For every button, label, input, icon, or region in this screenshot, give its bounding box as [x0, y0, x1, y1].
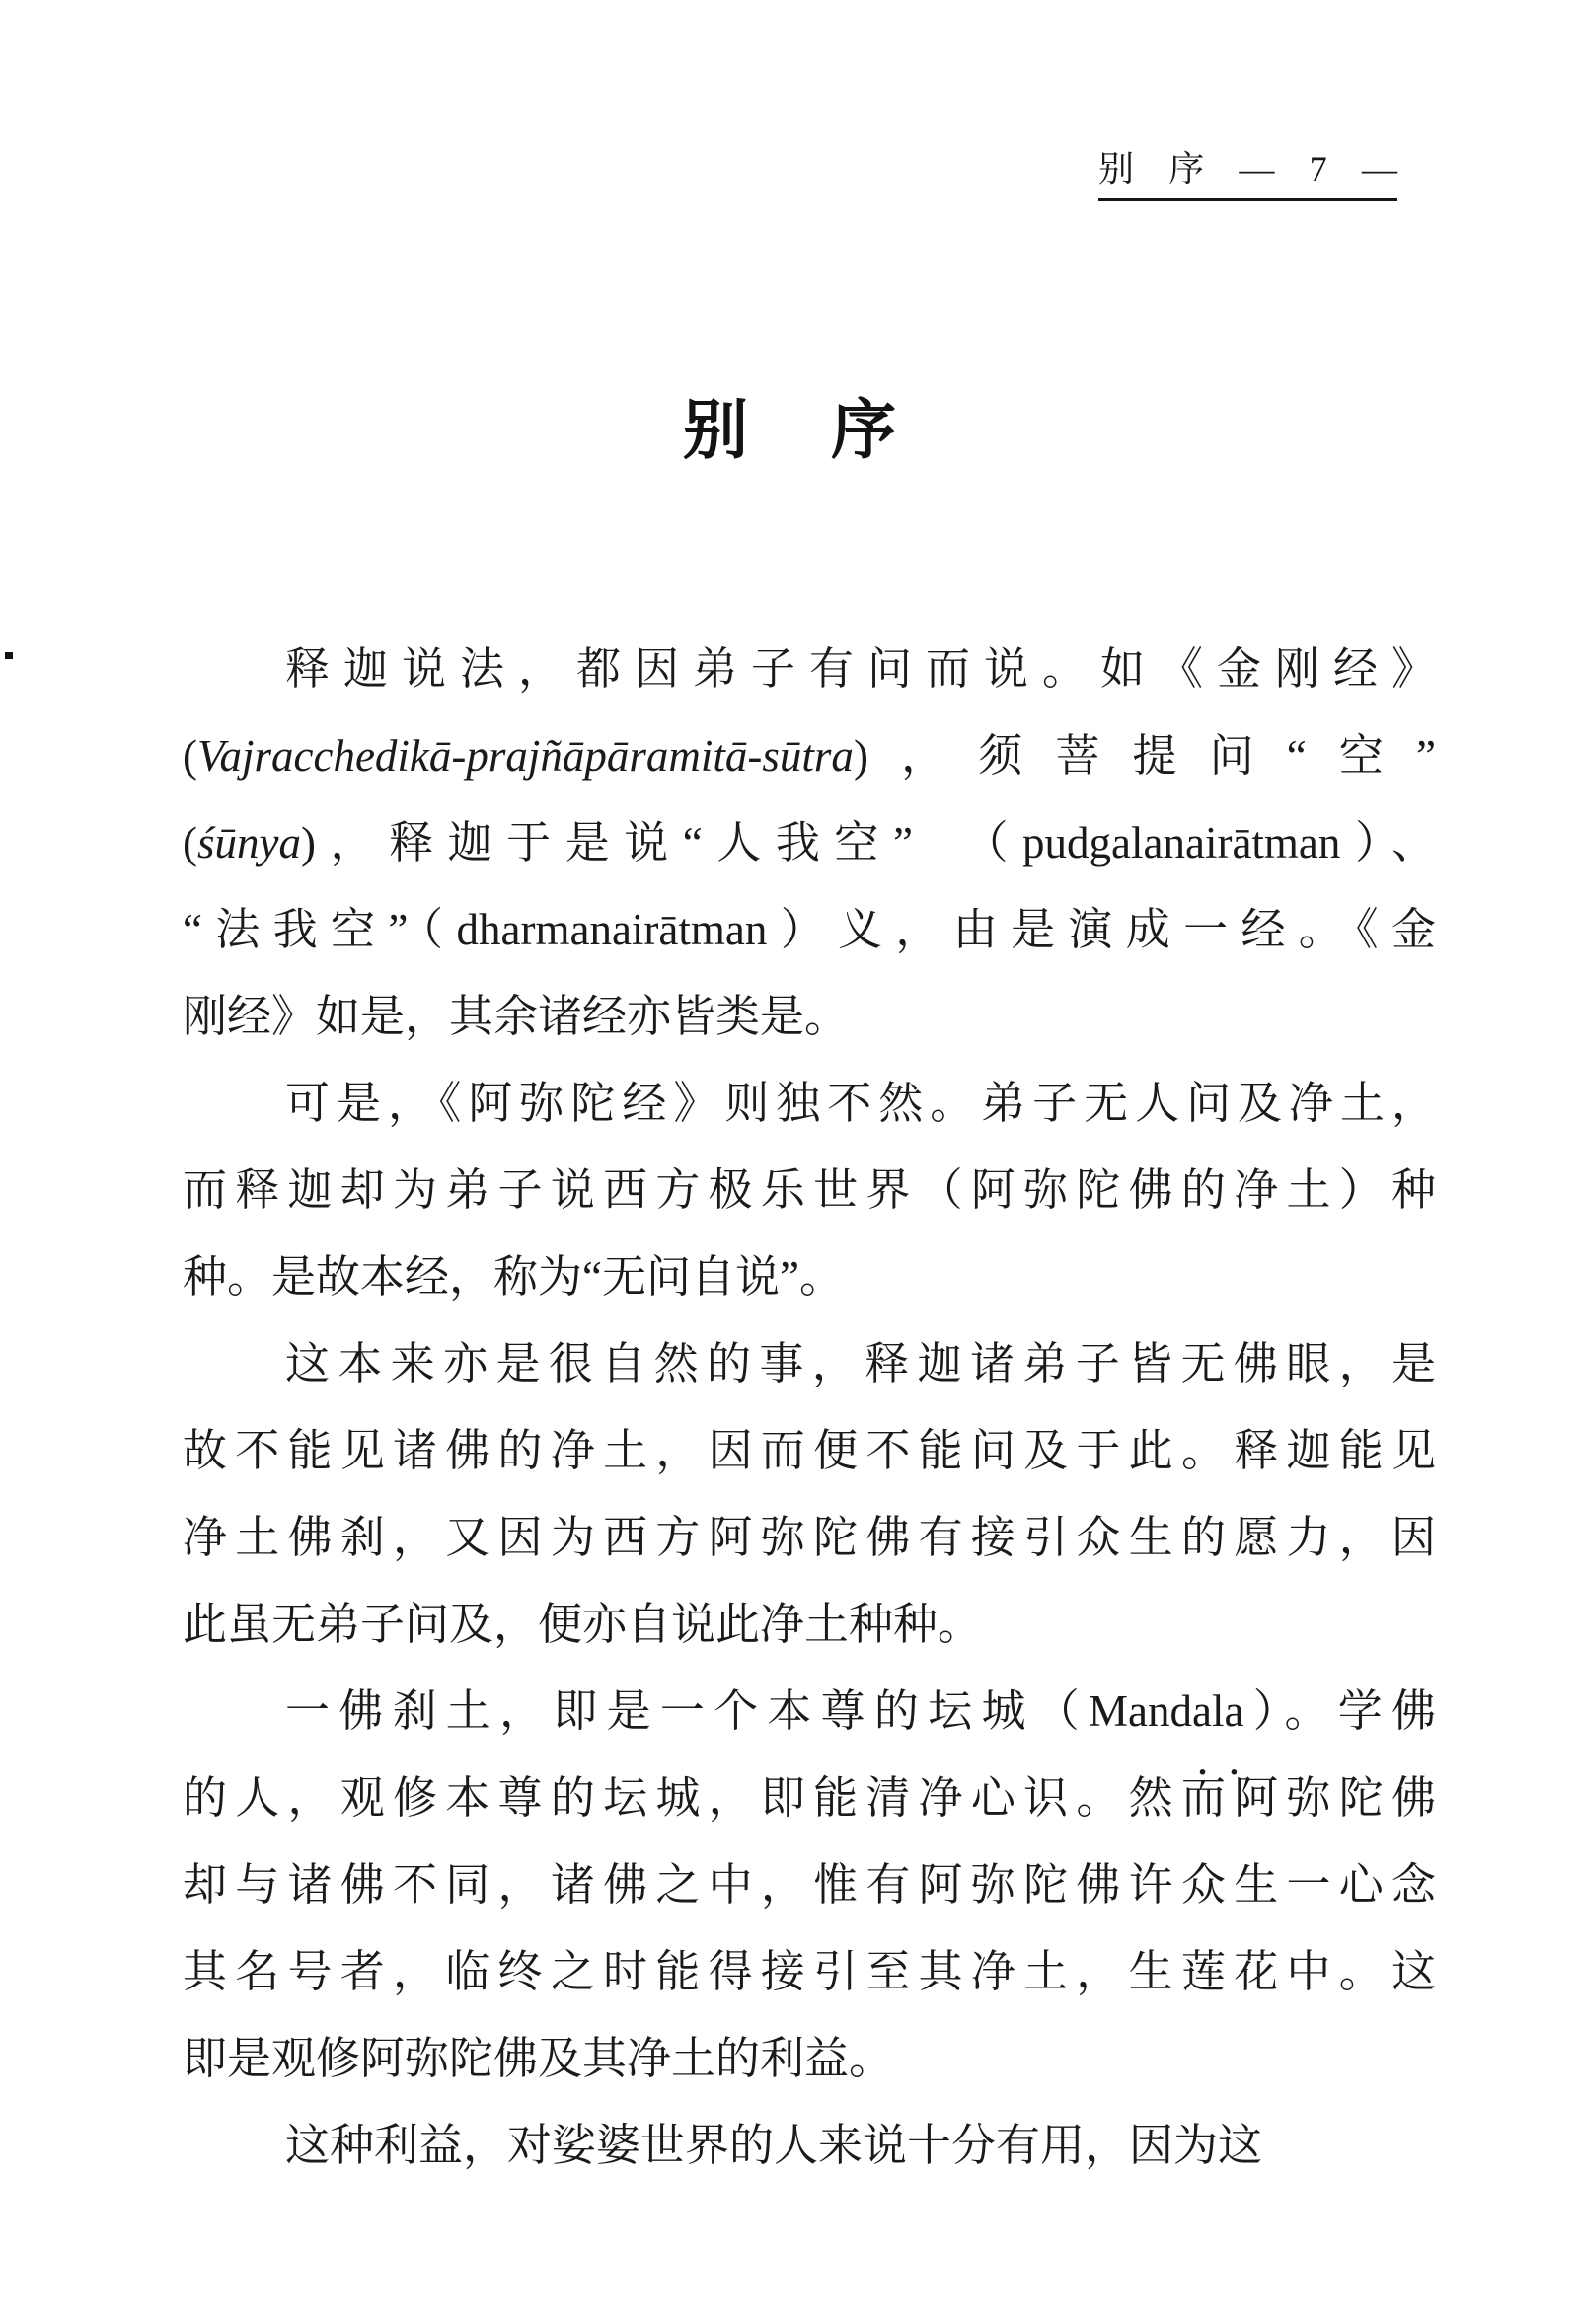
text-segment: 其名号者，临终之时能得接引至其净土，生莲花中。这	[183, 1947, 1436, 1996]
text-segment: 释迦说法，都因弟子有问而说。如《金刚经》	[285, 644, 1436, 694]
sanskrit-term: Vajracchedikā-prajñāpāramitā-sūtra	[197, 731, 854, 781]
text-line	[183, 973, 1436, 1060]
text-segment: “法我空”（dharmanairātman）义，由是演成一经。《金	[183, 905, 1436, 954]
emphasized-text: nd · ·	[1148, 1687, 1192, 1736]
text-segment: 可是，《阿弥陀经》则独不然。弟子无人问及净土，	[285, 1079, 1436, 1128]
header-title-char-2: 序	[1168, 149, 1205, 188]
text-segment: 一佛刹土，即是一个本尊的坛城（Ma	[285, 1687, 1148, 1736]
text-line	[183, 712, 1436, 799]
text-line	[183, 1320, 1436, 1407]
header-title-char-1: 别	[1098, 149, 1135, 188]
text-line	[183, 626, 1436, 712]
page-title	[0, 395, 1579, 467]
text-line	[183, 1407, 1436, 1494]
text-segment: 的人，观修本尊的坛城，即能清净心识。然而阿弥陀佛	[183, 1773, 1436, 1823]
text-segment: 却与诸佛不同，诸佛之中，惟有阿弥陀佛许众生一心念	[183, 1860, 1436, 1910]
text-segment: )，须菩提问“空”	[853, 731, 1436, 781]
text-line	[183, 1234, 1436, 1320]
text-segment: 刚经》如是，其余诸经亦皆类是。	[183, 992, 850, 1041]
text-segment: ala）。学佛	[1191, 1687, 1436, 1736]
paragraph	[183, 1668, 1436, 2102]
text-segment: 净土佛刹，又因为西方阿弥陀佛有接引众生的愿力，因	[183, 1513, 1436, 1562]
scan-artifact-dot	[5, 652, 13, 659]
text-segment: )，释迦于是说“人我空” （pudgalanairātman）、	[301, 818, 1436, 867]
paragraph	[183, 1320, 1436, 1668]
text-segment: 这种利益，对娑婆世界的人来说十分有用，因为这	[285, 2121, 1263, 2170]
text-segment: (	[183, 731, 197, 781]
text-segment: (	[183, 818, 197, 867]
text-line	[183, 1928, 1436, 2015]
text-line	[183, 2102, 1436, 2189]
title-char-2: 序	[831, 395, 896, 467]
text-line	[183, 1581, 1436, 1668]
text-line	[183, 1494, 1436, 1581]
paragraph	[183, 1060, 1436, 1320]
title-char-1: 别	[683, 395, 748, 467]
text-line	[183, 1147, 1436, 1234]
text-line	[183, 1755, 1436, 1841]
text-segment: 即是观修阿弥陀佛及其净土的利益。	[183, 2034, 894, 2083]
text-line	[183, 1668, 1436, 1755]
header-dash-right: —	[1361, 149, 1397, 188]
header-page-number: 7	[1309, 149, 1327, 188]
text-segment: 故不能见诸佛的净土，因而便不能问及于此。释迦能见	[183, 1426, 1436, 1475]
text-segment: 而释迦却为弟子说西方极乐世界（阿弥陀佛的净土）种	[183, 1165, 1436, 1215]
text-segment: 这本来亦是很自然的事，释迦诸弟子皆无佛眼，是	[285, 1339, 1436, 1388]
text-segment: 此虽无弟子问及，便亦自说此净土种种。	[183, 1600, 983, 1649]
paragraph	[183, 2102, 1436, 2189]
running-header	[1098, 150, 1397, 201]
header-dash-left: —	[1239, 149, 1275, 188]
paragraph	[183, 626, 1436, 1060]
text-line	[183, 2015, 1436, 2102]
text-line	[183, 886, 1436, 973]
sanskrit-term: śūnya	[197, 818, 301, 867]
body-text	[183, 626, 1436, 2189]
text-line	[183, 1841, 1436, 1928]
text-line	[183, 1060, 1436, 1147]
text-segment: 种。是故本经，称为“无问自说”。	[183, 1252, 844, 1302]
text-line	[183, 799, 1436, 886]
